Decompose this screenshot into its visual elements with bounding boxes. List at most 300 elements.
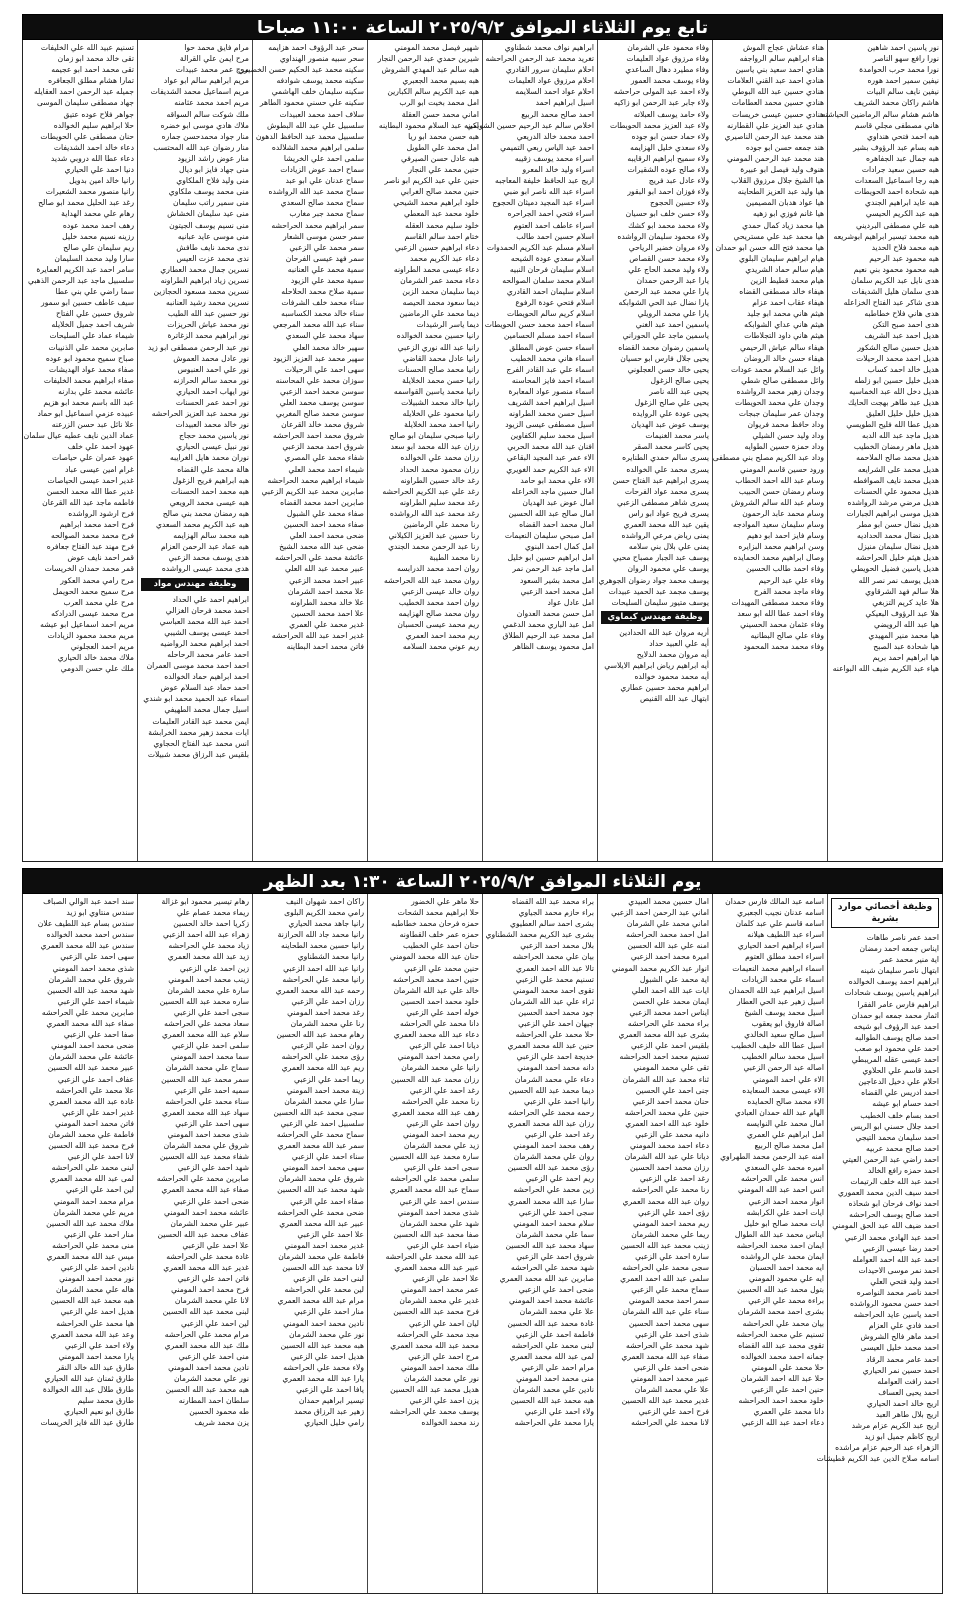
- name-entry: رهام تيسير محمود ابو غزالة: [161, 897, 249, 906]
- name-entry: دنيا احمد علي الحياري: [64, 165, 134, 175]
- name-entry: حلا محمد علي المومني: [751, 1362, 824, 1372]
- name-entry: سلسبيل احمد علي الزعبي: [280, 1118, 364, 1128]
- name-entry: انوار عبد الكريم محمد المومني: [611, 963, 709, 973]
- name-entry: وفاء محمد محمد المحمود: [743, 642, 824, 652]
- name-entry: مريم احمد محمد عثامنه: [174, 98, 249, 108]
- name-entry: منى وليد فلاح الملكاوي: [176, 176, 249, 186]
- name-entry: منى محمد علي الحراحشه: [52, 1240, 134, 1250]
- name-entry: ولاء محمود سليمان الرواشده: [617, 231, 709, 241]
- name-entry: اسلام فتحي عودة الرفوع: [515, 298, 594, 308]
- name-entry: اسراء محمد يوسف زقيبه: [514, 153, 594, 163]
- name-entry: هبه رجا اسماعيل السعدات: [854, 176, 939, 186]
- name-entry: حنين احمد علي الزعبي: [751, 1385, 824, 1395]
- name-entry: غدير احمد علي الزعبي: [62, 1107, 134, 1117]
- name-entry: هبه احمد فتحي هنداوي: [867, 131, 939, 141]
- name-entry: يوسف عوض عبد الهديان: [631, 420, 709, 430]
- name-entry: وجدان زهير محمد الرواشده: [736, 386, 824, 396]
- name-entry: هبه جمال عبد الجفاهره: [866, 153, 939, 163]
- name-entry: لبنى محمد علي الحراحشه: [51, 1163, 134, 1173]
- name-entry: هبه محمد عبد الله الحسين: [280, 1340, 364, 1350]
- name-entry: تقوى احمد محمد المومني: [512, 985, 594, 995]
- name-entry: ولاء عادل عبد فريج: [648, 176, 709, 186]
- name-entry: مرام احمد علي الزعبي: [521, 1362, 594, 1372]
- name-entry: الاء عمر عبد المجيد البقاعي: [506, 453, 594, 463]
- name-entry: أيه ابراهيم رياض ابراهيم الايلاسي: [604, 661, 709, 671]
- name-entry: رغد احمد علي الزعبي: [524, 1129, 594, 1139]
- name-entry: اريج خالد احمد الحياري: [866, 1398, 939, 1408]
- name-entry: هبه بسام عبد الرؤوف بشير: [853, 142, 939, 152]
- name-entry: سماح محمد جبر مغارب: [289, 209, 364, 219]
- name-entry: سوسن محمد احمد الزعبي: [280, 386, 364, 396]
- section1-name-columns: [22, 40, 943, 862]
- name-entry: علا علي محمد الشرمان: [634, 1385, 709, 1395]
- name-entry: خلود محمد عبد المعطي: [404, 209, 479, 219]
- name-entry: أريه مروان عبد الله الحدادين: [619, 627, 709, 637]
- name-entry: مرح عمر محمد عبيدات: [175, 65, 249, 75]
- name-entry: هبه محمد سالم الهزايمه: [173, 531, 249, 541]
- name-entry: احلام سليمان سرور القادري: [505, 65, 594, 75]
- name-entry: نور محمد احمد المومني: [59, 1274, 134, 1284]
- name-entry: حنين محمد علي النجار: [408, 165, 479, 175]
- name-entry: فرح احمد علي الزعبي: [638, 1407, 709, 1417]
- name-entry: هدى هاني فلاح خطاطبه: [864, 309, 939, 319]
- name-entry: احمد عامر محمد الرقاد: [866, 1354, 939, 1364]
- name-entry: فرح محمد عبد الله الحسين: [393, 1307, 479, 1317]
- name-entry: ابتهال عبد الله القنيص: [639, 694, 709, 704]
- name-entry: لين احمد علي الزعبي: [66, 1185, 134, 1195]
- name-entry: مجد محمد علي الحراحشه: [396, 1329, 479, 1339]
- name-entry: رانيا محمود علي الخلايله: [402, 409, 479, 419]
- name-entry: فاتن محمد احمد المومني: [54, 1118, 134, 1128]
- name-entry: صفاء محمد عواد الهديشات: [49, 364, 134, 374]
- name-entry: ديانا احمد علي الزعبي: [409, 1041, 479, 1051]
- name-entry: ايمان محمد علي الحسن: [632, 996, 709, 1006]
- name-entry: حنان محمد احمد الزعبي: [632, 1096, 709, 1106]
- name-column: [712, 894, 827, 1593]
- name-entry: شروق احمد محمد الزعبي: [282, 442, 364, 452]
- name-entry: امل محمد بشير السعود: [519, 575, 594, 585]
- name-entry: احمد صالح محمد عربيه: [866, 1143, 939, 1153]
- name-entry: امل عادل عواد: [547, 597, 594, 607]
- name-entry: ولاء سعدي خليل الهزايمه: [630, 142, 709, 152]
- name-entry: هيفاء خالد مصطفى القضاه: [739, 287, 824, 297]
- name-column: [23, 40, 137, 861]
- name-entry: فاتن احمد علي الزعبي: [177, 1274, 249, 1284]
- name-entry: سارة احمد علي الزعبي: [635, 1252, 709, 1261]
- name-entry: غدير محمد احمد المومني: [284, 1240, 364, 1250]
- section1-title-banner: تابع يوم الثلاثاء الموافق ٢٠٢٥/٩/٢ الساعة ١١:٠٠ صباحا: [22, 14, 943, 40]
- name-entry: وجدان علي محمد الحويطات: [734, 398, 824, 407]
- name-entry: رؤى محمد عبد الله الحسين: [507, 1163, 594, 1173]
- name-entry: يارا نضال عبد الحي الشوابكه: [618, 298, 709, 308]
- name-entry: صفاء احمد علي الزعبي: [290, 1196, 364, 1206]
- name-entry: احمد ناصر محمد النواصره: [856, 1288, 939, 1297]
- name-entry: طه محمود الحسين: [189, 1407, 249, 1417]
- name-entry: لانا احمد علي الزعبي: [67, 1152, 134, 1162]
- name-entry: حمزه فرحان محمد خطاطبه: [391, 919, 479, 929]
- name-entry: ولاء سميح ابراهيم الرقايبه: [627, 153, 709, 163]
- name-entry: هديل احمد محمد الرحيلات: [856, 353, 939, 363]
- name-entry: احمد نمر موسى الاحيدات: [858, 1265, 939, 1275]
- name-entry: فاتن محمد احمد البطاينه: [286, 642, 364, 652]
- name-entry: احمد محمد خالد الدريعي: [516, 131, 594, 141]
- name-entry: نور محمد سالم الحرازنه: [173, 375, 249, 385]
- name-entry: بيان علي محمد الحراحشه: [512, 952, 594, 962]
- name-entry: تالا عبد الله احمد العمري: [515, 963, 594, 973]
- name-entry: سمر حسن موسى الشعار: [283, 231, 364, 241]
- name-entry: احمد راضي عبد الرحمن العيتي: [842, 1154, 939, 1164]
- name-entry: يوسف محمد جواد رضوان الجوهري: [598, 575, 709, 585]
- name-entry: نوران محمد هايل الغرايبه: [169, 453, 249, 463]
- name-entry: ملاك محمد عبد الله الحسين: [46, 1218, 134, 1228]
- name-entry: جميله عبد الرحمن احمد العقايله: [33, 87, 134, 97]
- name-entry: اسيل ابراهيم احمد: [535, 98, 594, 108]
- name-entry: منار احمد علي الزعبي: [294, 1307, 364, 1317]
- name-entry: رانيا حسين محمد الطحاينه: [281, 941, 364, 951]
- name-entry: رانيا محمد الشطناوي: [297, 952, 364, 962]
- name-entry: دانا محمد علي الحراحشه: [399, 1019, 479, 1029]
- name-entry: سماح احمد عوض الزيادات: [280, 165, 364, 175]
- name-entry: هنادي احمد سعيد بني ياسين: [735, 65, 824, 75]
- name-entry: ديما محمد عبد الله الحسين: [508, 1085, 594, 1095]
- name-entry: هبه محمود محمود بني نعيم: [853, 264, 939, 274]
- name-entry: ضحى احمد علي الزعبي: [633, 1362, 709, 1372]
- name-entry: رنا محمد الطيبة: [429, 553, 479, 563]
- name-entry: ولاء محمد حسن القصاص: [629, 253, 709, 263]
- name-entry: امل احمد محمد الحراحشه: [626, 930, 709, 940]
- name-entry: سجى احمد علي الزعبي: [403, 1163, 479, 1173]
- name-entry: اسراء عبد الله ناصر ابو ضبي: [503, 187, 594, 197]
- name-entry: زهراء عبد الله احمد الزعبي: [163, 930, 249, 940]
- name-entry: هديل محمد نايف الصوافطه: [853, 475, 939, 485]
- name-entry: هيام ابراهيم سليمان البلوي: [739, 253, 824, 263]
- name-entry: يسرى محمد عواد الفرحات: [624, 486, 709, 496]
- name-entry: رانيا محمد جاد الله الحرازنة: [277, 930, 364, 940]
- name-entry: اماني عبد الرحمن احمد الزعبي: [611, 908, 709, 918]
- name-entry: ايناس احمد محمد الزعبي: [629, 1007, 709, 1017]
- name-entry: راكان احمد شهوان النيف: [285, 897, 364, 906]
- name-entry: وفاء محمود علي الشرمان: [627, 43, 709, 52]
- name-entry: سلمى احمد علي الخريشا: [283, 153, 364, 163]
- name-entry: رزان عبد الله محمد ابو سعد: [390, 442, 479, 452]
- name-entry: علا احمد علي الزعبي: [297, 1229, 364, 1239]
- name-entry: زين احمد علي الزعبي: [179, 963, 249, 973]
- name-entry: سهى احمد علي الزعبي: [60, 952, 134, 962]
- name-entry: رغد محمد سليم الطراونه: [399, 497, 479, 507]
- name-entry: سندس عبد الله محمد العمري: [40, 941, 134, 951]
- name-entry: امل ماجد عبد الرحمن نمر: [512, 564, 594, 574]
- name-entry: هيفاء سالم عياش الرحيمي: [739, 342, 824, 352]
- name-entry: يمنى علي بلال بني سلامه: [628, 542, 709, 552]
- name-entry: انس محمد عبد الفتاح الحجاوي: [153, 738, 249, 748]
- name-entry: هدى شاكر عبد الفتاح الخزاعله: [843, 298, 939, 308]
- name-entry: سحر سبيه منصور الهنداوي: [279, 54, 364, 64]
- name-entry: فرح احمد محمد ابراهيم: [59, 520, 134, 530]
- name-entry: منار احمد علي الزعبي: [64, 1229, 134, 1239]
- name-entry: هدى محمد عيسى الرواشده: [161, 564, 249, 574]
- name-entry: رانيا احمد علي الزعبي: [523, 1096, 594, 1106]
- name-entry: حنين محمد صالح الغرابي: [400, 187, 479, 197]
- name-entry: هبه محمد تيسير ابراهيم ابوشريعه: [833, 231, 939, 241]
- name-entry: ضياء احمد علي الزعبي: [406, 1240, 479, 1250]
- name-entry: حنين علي محمد الحراحشه: [624, 1107, 709, 1117]
- name-entry: وصال ابراهيم محمد الحمايده: [733, 553, 824, 563]
- name-entry: ياسمين رضوان محمد القضاه: [618, 342, 709, 352]
- name-entry: سهاد عبد الله محمد العمري: [162, 1107, 249, 1117]
- name-entry: قمر احمد نايف عوض: [67, 553, 134, 563]
- name-entry: طارق عبد الله فايز الخريسات: [40, 1418, 134, 1428]
- name-entry: الاء عبد الكريم حمد الغويري: [506, 464, 594, 474]
- name-entry: لانا محمد علي الحراحشه: [631, 1418, 709, 1428]
- name-entry: هيا غانم فوزي ابو زهيه: [752, 209, 824, 219]
- name-entry: صفاء محمد احمد الحسين: [283, 520, 364, 530]
- name-entry: امل محمد عبد الرحيم الطلاق: [502, 630, 594, 640]
- name-entry: هديل مرضي مرشد الرواشده: [847, 497, 939, 507]
- name-entry: هلا عايد كريم التزبغي: [872, 597, 939, 607]
- name-entry: امال صالح عبد الله الحسين: [508, 508, 594, 518]
- name-entry: امال عوض عبد الهديان: [522, 497, 594, 507]
- name-entry: احمد صالح يوسف الحراحشه: [849, 1210, 939, 1220]
- name-entry: رنا محمد علي الحراحشه: [401, 1096, 479, 1106]
- name-entry: ابراهيم احمد علي الحداد: [172, 594, 249, 604]
- name-entry: اسامه عبد المالك فارس حمدان: [725, 897, 824, 906]
- name-entry: ندى محمد عزت العيس: [176, 253, 249, 263]
- name-entry: يارا عبد الرحمن حمدان: [636, 275, 709, 285]
- name-entry: شفاء محمد علي المصري: [284, 453, 364, 463]
- name-entry: وسام سليمان سعيد الموادجه: [732, 520, 824, 530]
- name-entry: يحيى جلال فارس ابو حسيان: [620, 353, 709, 363]
- name-entry: شهير فيصل محمد المومني: [394, 43, 479, 52]
- name-entry: سامر احمد عبد الكريم العمايرة: [36, 264, 134, 274]
- name-entry: رانيا احمد محمد الخلايلة: [404, 420, 479, 430]
- name-entry: اسيل جمال محمد الطهيفي: [164, 705, 249, 715]
- name-entry: خلود ابراهيم محمد الشيحي: [393, 198, 479, 208]
- name-entry: نور ياسين احمد شاهين: [867, 43, 939, 52]
- name-entry: هيام سالم حماد الشريدي: [745, 264, 824, 274]
- name-entry: ولاء مروان خضير الرياحي: [628, 242, 709, 252]
- name-entry: شهد محمد عبد الله الحسين: [47, 985, 134, 995]
- name-entry: رند محمد الخوالده: [421, 1418, 479, 1428]
- name-entry: روان عبد الله محمد العمري: [622, 1196, 709, 1206]
- name-entry: اسراء عبد اللطيف هيلانه: [747, 930, 824, 940]
- name-entry: سمر ابراهيم محمد الحراحشه: [271, 220, 364, 230]
- name-entry: احمد بسام خلف الخطيب: [860, 1110, 939, 1120]
- name-entry: لين محمد علي الحراحشه: [284, 1285, 364, 1295]
- name-entry: يسرى محمد علي الخوالده: [626, 464, 709, 474]
- name-entry: احمد عبد الرؤوف ابو شيخه: [853, 1021, 939, 1031]
- name-entry: سمية صلاح محمد الحلاحله: [281, 287, 364, 297]
- name-entry: تقى محمد احمد ابو عجيمه: [51, 65, 134, 75]
- name-entry: شيماء عماد علي السليحات: [49, 331, 134, 341]
- name-entry: دعاء خالد احمد الشديفات: [53, 142, 134, 152]
- name-entry: ندى محمد نايف طافش: [176, 242, 249, 252]
- name-entry: اسراء عبد المجيد دميثان الحجوج: [492, 198, 594, 208]
- name-entry: رانيا خالد امين بدويل: [69, 176, 134, 186]
- name-entry: علا احمد محمد الحسين: [290, 608, 364, 618]
- name-entry: صفاء عبد الله محمد العمري: [46, 1019, 134, 1029]
- name-entry: هديل عبد طاهر بهجت الحايك: [848, 398, 939, 407]
- name-entry: لبنى محمد علي الحراحشه: [511, 1340, 594, 1350]
- name-entry: سوزان محمد علي المحاسنه: [275, 375, 364, 385]
- name-entry: اسراء عاطف احمد العتوم: [513, 220, 594, 230]
- name-entry: رزان محمد علي الخوالده: [400, 453, 479, 463]
- name-entry: ديما سعود محمد الحيصه: [402, 298, 479, 308]
- name-entry: انس محمد علي الحراحشه: [740, 1174, 824, 1184]
- name-entry: احمد ياسين عايد الحراحشه: [853, 1310, 939, 1320]
- name-entry: هبه حسن محمد ابو ريا: [408, 131, 479, 141]
- name-entry: غادة عبد الله محمد العمري: [48, 1096, 134, 1106]
- name-entry: احلام مرزوق عواد العليمات: [508, 76, 594, 86]
- name-entry: وفاء محمد مصطفى المهيدات: [731, 597, 824, 607]
- name-entry: بلال محمد احمد الزعبي: [520, 941, 594, 951]
- name-entry: امال حسين ماجد الخراعله: [511, 486, 594, 496]
- name-entry: سندس منتاوي ابو زيد: [66, 908, 134, 918]
- name-entry: طارق محمد سليم: [77, 1396, 134, 1406]
- name-entry: ريم محمد احمد العمري: [405, 630, 479, 640]
- name-entry: اسامه عدنان نجيب الجعبري: [737, 908, 824, 918]
- name-entry: بشرى عبد الله محمد العمري: [618, 1030, 709, 1040]
- name-entry: رهف عبد الله محمد العمري: [392, 1107, 479, 1117]
- name-entry: اسماء احمد فايز المحاسنه: [511, 375, 594, 385]
- name-entry: سارا عبد الله محمد العمري: [508, 1196, 594, 1206]
- name-entry: هنوف وليد فيصل ابو عبيرة: [740, 165, 824, 175]
- name-entry: اسلام مسلم عبد الكريم الحمدوات: [486, 242, 594, 252]
- name-entry: سارة محمد عبد الله الحسين: [389, 1152, 479, 1162]
- name-entry: علا خالد محمد الطراونه: [290, 597, 364, 607]
- name-entry: امل ابراهيم علي العمري: [746, 1129, 824, 1139]
- name-entry: فاطمه ماجد عبد الله القرعان: [42, 497, 134, 507]
- name-entry: امنه عبد الرحمن محمد الطهراوي: [720, 1152, 824, 1162]
- name-entry: هلا سالم فهد الشرقاوي: [865, 586, 939, 596]
- name-entry: سناء محمد خلف الشرفات: [281, 298, 364, 308]
- name-entry: اريج عبد الحافظ خليفة المعاجبه: [495, 176, 594, 186]
- name-entry: دعاء احمد محمد المومني: [630, 1141, 709, 1151]
- name-entry: اسلام سعدي عودة الشيحه: [510, 253, 594, 263]
- name-entry: احمد وليد فتحي العلي: [870, 1276, 939, 1286]
- name-entry: وفاء مطيرد دهال الساعدي: [625, 65, 709, 75]
- name-column: [821, 40, 942, 861]
- name-entry: ايناس جمعه احمد رمضان: [859, 944, 939, 954]
- name-entry: نور عادل محمد العموش: [173, 353, 249, 363]
- name-entry: ايه محمد احمد الحسبان: [749, 1263, 824, 1273]
- name-entry: نور نبيل عيسى الحياري: [176, 442, 249, 452]
- name-entry: سهاد محمد علي السعدي: [285, 331, 364, 341]
- name-entry: رزان محمد عبد الله الحسين: [390, 1074, 479, 1084]
- name-entry: رامي محمد الكريم البلوى: [284, 908, 364, 918]
- name-entry: اسراء ابراهيم احمد الحياري: [737, 941, 824, 951]
- name-entry: هبه سالم عبد المهدي الشروش: [381, 65, 479, 75]
- name-entry: امل حسن محمد العدوان: [516, 608, 594, 618]
- name-entry: نور ابراهيم محمد الزغاترة: [167, 331, 249, 341]
- name-entry: صفاء ابراهيم محمد الخليفات: [43, 375, 134, 385]
- name-entry: هديل محمد عبد الله الحسين: [390, 1385, 479, 1395]
- name-entry: هاله علي محمد الشرمان: [55, 1285, 134, 1295]
- name-entry: احمد عبد الله محمد العباسي: [159, 616, 249, 626]
- name-entry: احمد رافت العوامله: [877, 1376, 939, 1386]
- name-entry: صفاء عبد الله محمد العمري: [621, 1351, 709, 1361]
- name-entry: نور علي احمد العنبوس: [177, 364, 249, 374]
- name-entry: احلام علي دخيل الدعاجين: [858, 1077, 939, 1087]
- name-entry: نسرين زياد ابراهيم الطراونه: [160, 275, 249, 285]
- name-entry: علا محمد علي الحراحشه: [55, 1085, 134, 1095]
- name-entry: سناء عبد الله محمد المرجعي: [272, 320, 364, 330]
- name-entry: سهى احمد علي الرحيلات: [284, 364, 364, 374]
- name-entry: ايمان احمد محمد الحراحشه: [736, 1240, 824, 1250]
- name-entry: قمر محمد حمدان الخريسات: [44, 564, 134, 574]
- name-entry: سكينه علي حسني محمود الطاهر: [259, 98, 364, 108]
- name-entry: هديل خالد احمد كساب: [867, 364, 939, 374]
- name-entry: عبيده عزمي اسماعيل ابو حماد: [37, 409, 134, 419]
- name-entry: يسرى فريح عواد ابو راس: [628, 508, 709, 518]
- name-entry: نور محمد عبد العزيز الحراحشه: [151, 409, 249, 419]
- name-entry: هديل موسى ابراهيم الجبارات: [846, 508, 939, 518]
- name-entry: سماح علي محمد الشرمان: [165, 1063, 249, 1073]
- name-entry: ميس عبد الله محمد العمري: [46, 1252, 134, 1261]
- name-entry: هيا عواد هدبان المصيمين: [746, 198, 824, 208]
- name-entry: عفاف محمد عبد الله الحسين: [157, 1229, 249, 1239]
- name-entry: هدى سلمان هليل الشديفات: [851, 287, 939, 297]
- name-entry: احمد ادريس علي القضاه: [861, 1088, 939, 1098]
- name-entry: سماح محمد عبد الله الرواشده: [268, 187, 364, 197]
- name-entry: شذى محمد احمد المومني: [397, 1207, 479, 1217]
- name-entry: ايناس محمد عبد الله الطوال: [734, 1229, 824, 1239]
- name-entry: ابراهيم فارس عامر الفقرا: [857, 999, 939, 1009]
- name-entry: مرح علي محمد العرب: [63, 597, 134, 607]
- name-entry: منى سمير راتب سليمان: [173, 198, 249, 208]
- name-column: [482, 894, 597, 1593]
- name-entry: اسراء احمد مطلق العتوم: [745, 952, 824, 962]
- name-entry: هبه بسيم محمد الجعبري: [402, 76, 479, 86]
- name-entry: هديل احمد علي الزعبي: [290, 1351, 364, 1361]
- name-entry: احمد ماهر فالح الشروش: [860, 1332, 939, 1342]
- name-entry: غدير علي محمد الشرمان: [399, 1296, 479, 1306]
- name-entry: عبد الله محمد علي الحراحشه: [385, 1252, 479, 1261]
- name-entry: لمى عبد الله محمد العمري: [49, 1174, 134, 1184]
- name-entry: هديل نضال سليمان منيزل: [857, 542, 939, 552]
- name-entry: روان علي محمد الشرمان: [513, 1152, 594, 1162]
- name-entry: صفا احمد علي الزعبي: [63, 1030, 134, 1040]
- name-entry: هلا عبد الرؤوف البعيكي: [865, 608, 939, 618]
- name-entry: جود محمد احمد الحسين: [518, 1007, 594, 1017]
- name-entry: يارا محمد علي الحراحشه: [514, 1418, 594, 1428]
- name-entry: براء محمد علي الحراحشه: [627, 1019, 709, 1029]
- name-entry: احمد حسين نمر الحياري: [862, 1365, 939, 1375]
- name-entry: ريم سليمان علي صالح: [63, 242, 134, 252]
- job-title-header: وظيفة أخصائي موارد بشرية: [831, 898, 939, 928]
- name-entry: طارق ثمنان عبد الله الحياري: [44, 1374, 134, 1384]
- name-entry: براءة محمد علي الزعبي: [748, 1296, 824, 1306]
- name-entry: هدى يوسف محمد الزعبي: [168, 553, 249, 563]
- job-title-header: وظيفة مهندس كيماوي: [601, 611, 709, 624]
- name-entry: نادين محمد احمد المومني: [168, 1362, 249, 1372]
- name-entry: سندس بسام عبد اللطيف علان: [37, 919, 134, 929]
- name-entry: ريم محمد عيسى الحسبان: [397, 619, 479, 629]
- name-entry: نيفين سمير احمد هوره: [867, 76, 939, 86]
- name-entry: ملك شوكت سالم السواقه: [166, 109, 249, 119]
- name-entry: رانيا حسن محمد الخلايلة: [402, 375, 479, 385]
- name-entry: وفاء علي صالح البطانيه: [750, 630, 824, 640]
- name-entry: ايات عبد الله احمد العلي: [631, 985, 709, 995]
- name-entry: هيا محمد زياد كمال حمدي: [742, 220, 824, 230]
- name-entry: منار عوض راشد الزيود: [177, 153, 249, 163]
- name-entry: ولاء حامد يوسف العبلاته: [633, 109, 709, 119]
- name-entry: عائشة علي محمد الشرمان: [48, 1052, 134, 1062]
- name-entry: احلام عواد احمد السلايمه: [515, 87, 594, 97]
- name-entry: روان محمد عبد الله الحراحشه: [383, 575, 479, 585]
- name-entry: رانيا خالد محمد الشبيلات: [401, 398, 479, 407]
- name-entry: افنان عبد الله محمد الحربي: [507, 442, 594, 452]
- name-entry: هيا ابراهيم احمد بريم: [872, 653, 939, 663]
